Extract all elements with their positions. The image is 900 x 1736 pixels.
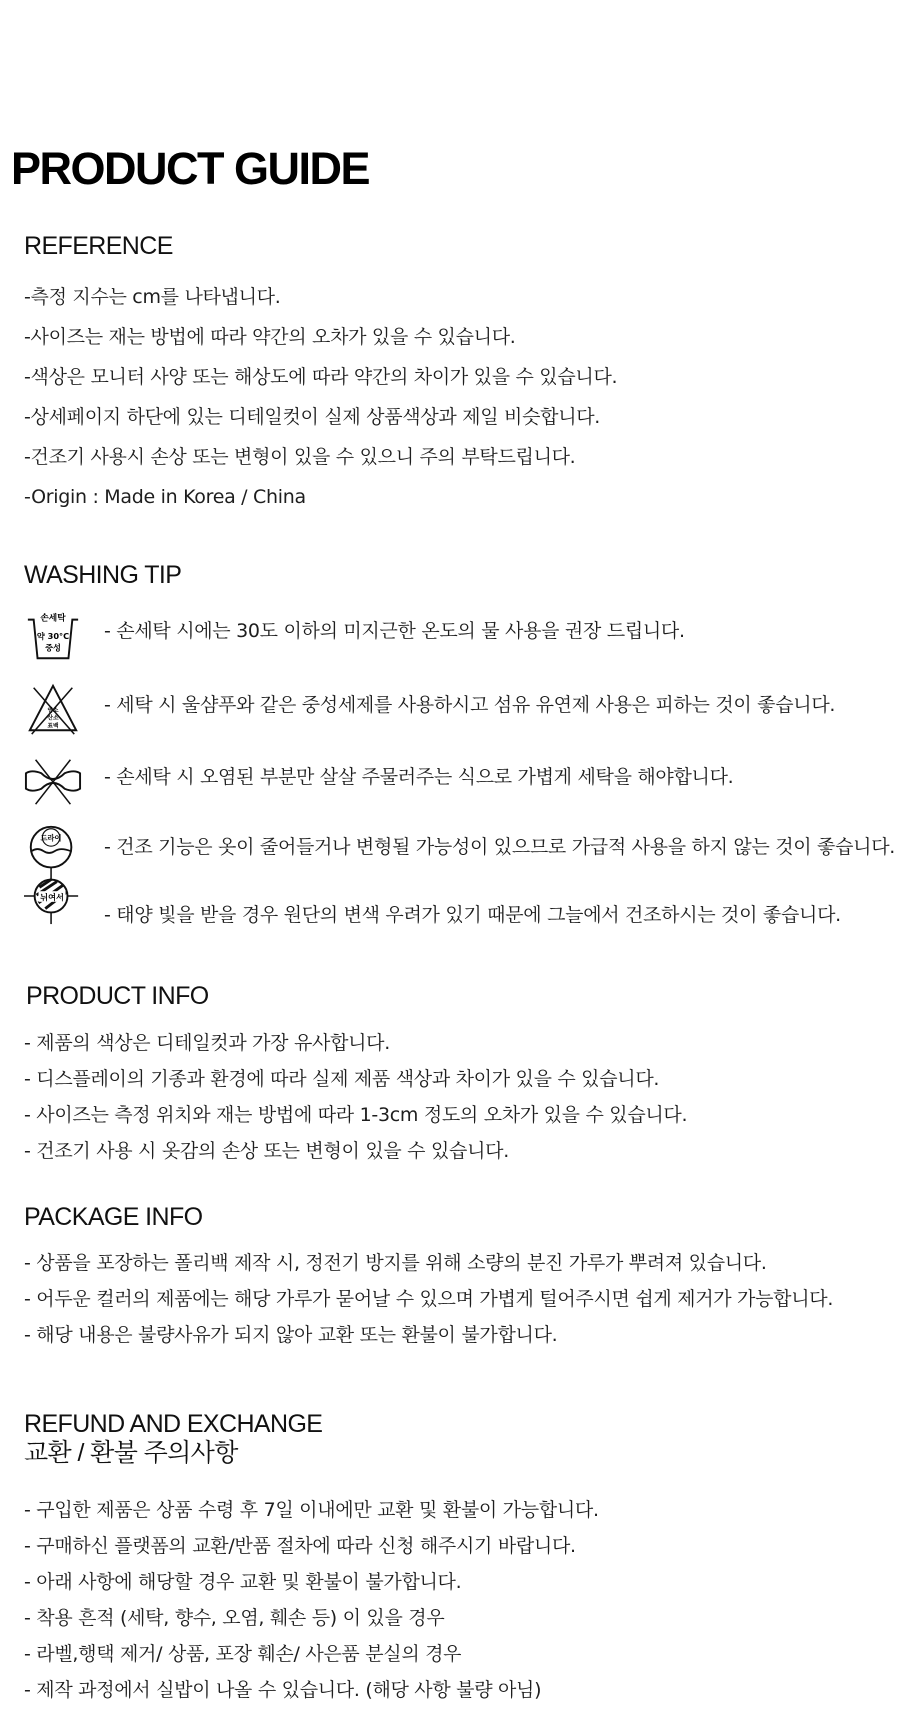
refund-line: - 착용 흔적 (세탁, 향수, 오염, 훼손 등) 이 있을 경우 bbox=[24, 1607, 445, 1629]
washing-tip-title: WASHING TIP bbox=[24, 561, 182, 589]
no-bleach-icon-label-2: 산소 bbox=[47, 715, 59, 722]
hand-wash-icon bbox=[24, 608, 82, 666]
reference-line: -건조기 사용시 손상 또는 변형이 있을 수 있으니 주의 부탁드립니다. bbox=[24, 446, 576, 468]
package-info-line: - 상품을 포장하는 폴리백 제작 시, 정전기 방지를 위해 소량의 분진 가루가 뿌려져 있습니다. bbox=[24, 1252, 767, 1274]
product-info-title: PRODUCT INFO bbox=[26, 982, 209, 1010]
product-info-line: - 디스플레이의 기종과 환경에 따라 실제 제품 색상과 차이가 있을 수 있습니다. bbox=[24, 1068, 660, 1090]
washing-tip-item bbox=[24, 752, 900, 812]
reference-line: -측정 지수는 cm를 나타냅니다. bbox=[24, 286, 281, 308]
refund-line: - 제작 과정에서 실밥이 나올 수 있습니다. (해당 사항 불량 아님) bbox=[24, 1679, 542, 1701]
shade-dry-icon bbox=[24, 868, 82, 926]
reference-line: -사이즈는 재는 방법에 따라 약간의 오차가 있을 수 있습니다. bbox=[24, 326, 516, 348]
package-info-title: PACKAGE INFO bbox=[24, 1203, 203, 1231]
washing-tip-text: - 세탁 시 울샴푸와 같은 중성세제를 사용하시고 섬유 유연제 사용은 피하는 것이 좋습니다. bbox=[104, 694, 836, 716]
washing-tip-item bbox=[24, 680, 900, 740]
package-info-line: - 어두운 컬러의 제품에는 해당 가루가 묻어날 수 있으며 가볍게 털어주시면 쉽게 제거가 가능합니다. bbox=[24, 1288, 834, 1310]
refund-line: - 아래 사항에 해당할 경우 교환 및 환불이 불가합니다. bbox=[24, 1571, 462, 1593]
refund-line: - 구입한 제품은 상품 수령 후 7일 이내에만 교환 및 환불이 가능합니다. bbox=[24, 1499, 599, 1521]
no-bleach-icon-label-3: 표백 bbox=[47, 723, 59, 730]
washing-tip-text: - 건조 기능은 옷이 줄어들거나 변형될 가능성이 있으므로 가급적 사용을 하지 않는 것이 좋습니다. bbox=[104, 836, 896, 858]
reference-line: -상세페이지 하단에 있는 디테일컷이 실제 상품색상과 제일 비슷합니다. bbox=[24, 406, 601, 428]
reference-title: REFERENCE bbox=[24, 232, 173, 260]
product-info-line: - 건조기 사용 시 옷감의 손상 또는 변형이 있을 수 있습니다. bbox=[24, 1140, 509, 1162]
refund-list bbox=[24, 1492, 599, 1708]
washing-tip-item bbox=[24, 608, 900, 668]
hand-wash-icon-detergent: 중성 bbox=[45, 642, 61, 653]
shade-dry-icon-label: 뉘여서 bbox=[40, 891, 64, 902]
product-info-line: - 사이즈는 측정 위치와 재는 방법에 따라 1-3cm 정도의 오차가 있을 수 있습니다. bbox=[24, 1104, 688, 1126]
tumble-dry-icon-label: 드라이 bbox=[40, 833, 62, 843]
reference-line: -Origin : Made in Korea / China bbox=[24, 486, 306, 508]
refund-subtitle: 교환 / 환불 주의사항 bbox=[24, 1439, 238, 1467]
no-bleach-icon-label-1: 염소 bbox=[47, 707, 59, 714]
reference-line: -색상은 모니터 사양 또는 해상도에 따라 약간의 차이가 있을 수 있습니다. bbox=[24, 366, 618, 388]
product-info-line: - 제품의 색상은 디테일컷과 가장 유사합니다. bbox=[24, 1032, 390, 1054]
package-info-line: - 해당 내용은 불량사유가 되지 않아 교환 또는 환불이 불가합니다. bbox=[24, 1324, 558, 1346]
page-title: PRODUCT GUIDE bbox=[11, 143, 370, 194]
no-wring-icon bbox=[24, 752, 82, 810]
refund-line: - 구매하신 플랫폼의 교환/반품 절차에 따라 신청 해주시기 바랍니다. bbox=[24, 1535, 576, 1557]
washing-tip-text: - 손세탁 시에는 30도 이하의 미지근한 온도의 물 사용을 권장 드립니다. bbox=[104, 620, 685, 642]
reference-list bbox=[24, 277, 617, 517]
washing-tip-text: - 손세탁 시 오염된 부분만 살살 주물러주는 식으로 가볍게 세탁을 해야합니다. bbox=[104, 766, 734, 788]
hand-wash-icon-temp: 약 30°C bbox=[36, 630, 70, 641]
product-info-list bbox=[24, 1025, 687, 1169]
washing-tip-item bbox=[24, 868, 900, 928]
hand-wash-icon-label: 손세탁 bbox=[40, 613, 66, 624]
package-info-list bbox=[24, 1245, 833, 1353]
refund-title: REFUND AND EXCHANGE bbox=[24, 1410, 323, 1438]
washing-tip-text: - 태양 빛을 받을 경우 원단의 변색 우려가 있기 때문에 그늘에서 건조하시는 것이 좋습니다. bbox=[104, 904, 841, 926]
refund-line: - 라벨,행택 제거/ 상품, 포장 훼손/ 사은품 분실의 경우 bbox=[24, 1643, 462, 1665]
no-bleach-icon bbox=[24, 680, 82, 738]
